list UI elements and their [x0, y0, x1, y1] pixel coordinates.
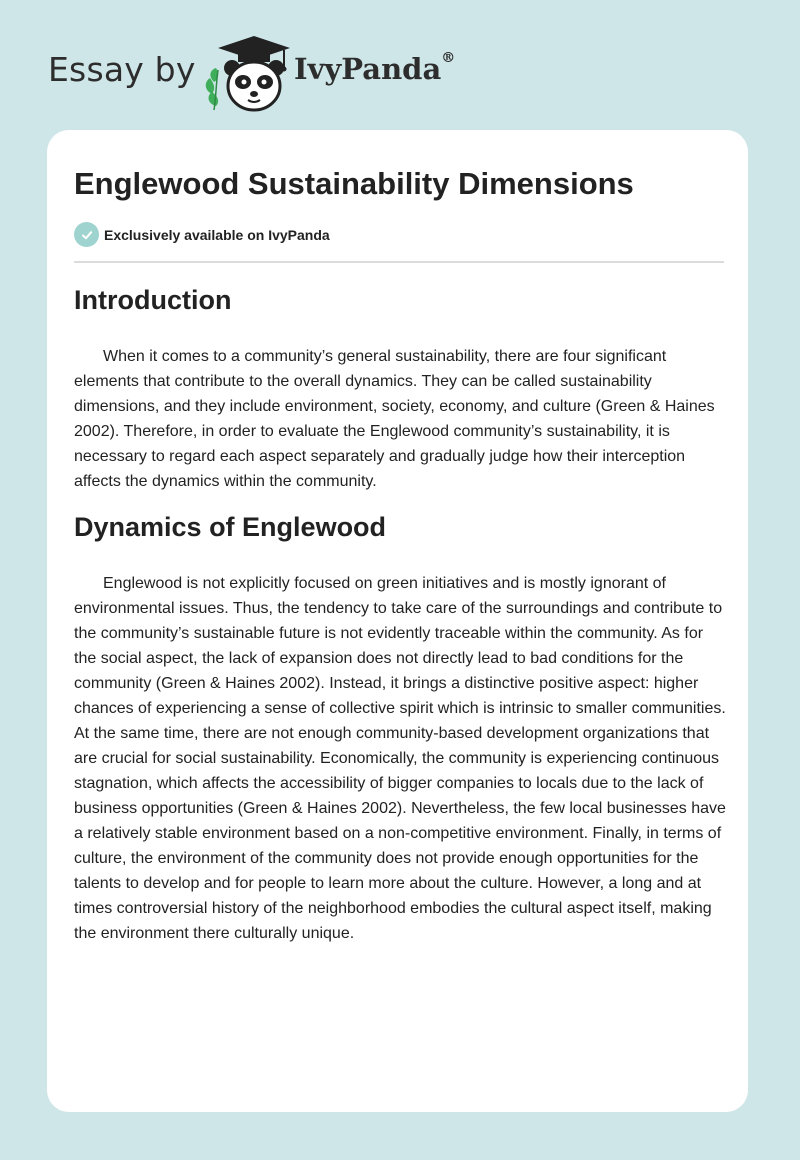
- section-heading-introduction: Introduction: [74, 285, 232, 315]
- site-header: [48, 34, 648, 114]
- paragraph-introduction: When it comes to a community’s general sustainability, there are four significant elements that contribute to the overall dynamics. They can be called sustainability dimensions, and they include environment, society, economy, and culture (Green & Haines 2002). Therefore, in order to evaluate the Englewood community’s sustainability, it is necessary to regard each aspect separately and gradually judge how their interception affects the dynamics within the community.: [74, 348, 715, 490]
- badge-label: Exclusively available on IvyPanda: [104, 226, 330, 243]
- trademark-symbol: ®: [441, 50, 456, 66]
- paragraph-dynamics: Englewood is not explicitly focused on green initiatives and is mostly ignorant of environmental issues. Thus, the tendency to take care of the surroundings and contribute to the community’s sustainable future is not evidently traceable within the community. As for the social aspect, the lack of expansion does not directly lead to bad conditions for the community (Green & Haines 2002). Instead, it brings a distinctive positive aspect: higher chances of experiencing a sense of collective spirit which is intrinsic to smaller communities. At the same time, there are not enough community-based development organizations that are crucial for social sustainability. Economically, the community is experiencing continuous stagnation, which affects the accessibility of bigger companies to locals due to the lack of business opportunities (Green & Haines 2002). Nevertheless, the few local businesses have a relatively stable environment based on a non-competitive environment. Finally, in terms of culture, the environment of the community does not provide enough opportunities for the talents to develop and for people to learn more about the culture. However, a long and at times controversial history of the neighborhood embodies the cultural aspect itself, making the environment there culturally unique.: [74, 575, 726, 942]
- brand-name[interactable]: [294, 52, 455, 86]
- ivy-leaf-icon: [206, 68, 218, 110]
- title-divider: [74, 261, 724, 263]
- essay-card: [47, 130, 748, 1112]
- essay-by-label: Essay by: [48, 50, 196, 89]
- brand-text: IvyPanda: [294, 52, 442, 86]
- section-heading-dynamics: Dynamics of Englewood: [74, 512, 387, 542]
- exclusive-badge: [74, 222, 330, 247]
- panda-logo-icon[interactable]: [198, 34, 294, 114]
- essay-title: Englewood Sustainability Dimensions: [74, 166, 634, 201]
- check-icon: [74, 222, 99, 247]
